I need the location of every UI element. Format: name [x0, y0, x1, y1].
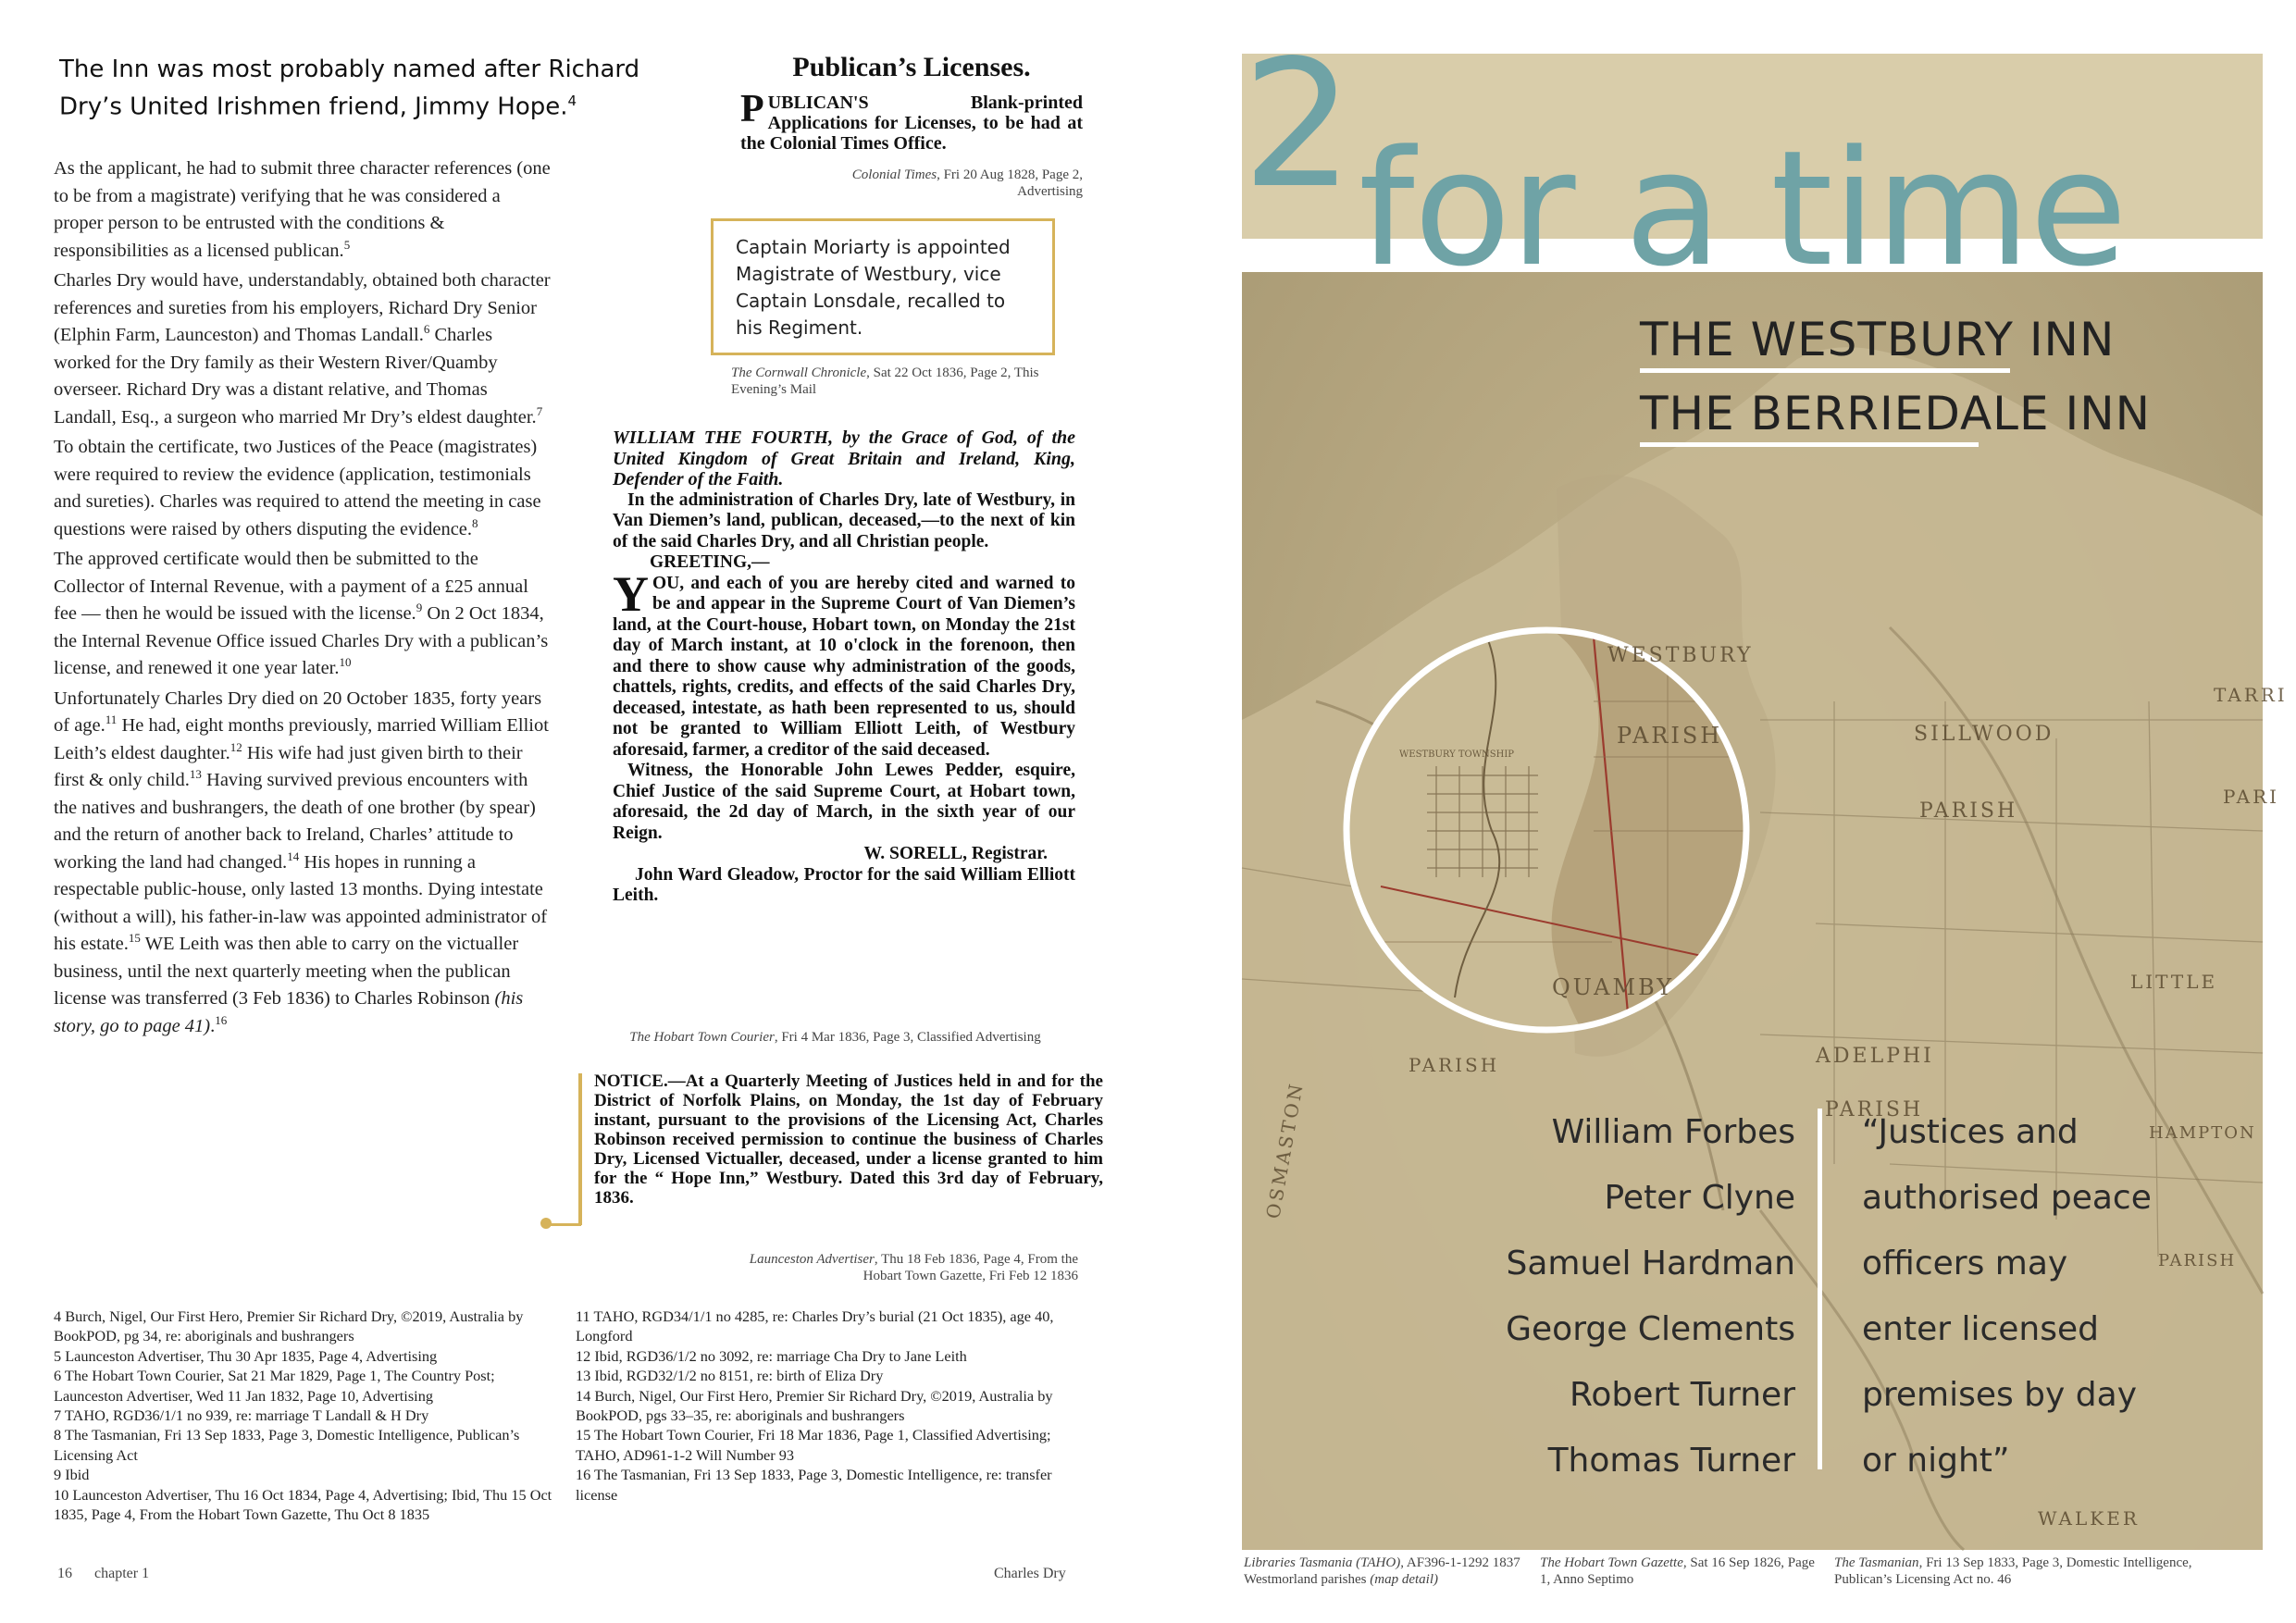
map-label-osmaston: OSMASTON: [1261, 1080, 1308, 1220]
map-label-adelphi: ADELPHI: [1816, 1045, 1934, 1068]
licensee-name: Peter Clyne: [1604, 1179, 1795, 1217]
tasmanian-caption: The Tasmanian, Fri 13 Sep 1833, Page 3, Domestic Intelligence, Publican’s Licensing Act no. 46: [1834, 1555, 2192, 1587]
footnote: 9 Ibid: [54, 1466, 90, 1484]
writ-greeting: GREETING,—: [650, 552, 770, 572]
writ-paragraph-2: YOU, and each of you are hereby cited and warned to be and appear in the Supreme Court of Van Diemen’s land, at the Court-house, Hobart town, on Monday the 21st day of March instant, at 10 o'clock in the forenoon, then and there to show cause why administration of the goods, chattels, rights, credits, and effects of the said Charles Dry, deceased, intestate, as hath been represented to us, should not be granted to William Elliott Leith, of Westbury aforesaid, farmer, a creditor of the said deceased.: [613, 565, 1075, 760]
licensee-name: Robert Turner: [1569, 1376, 1795, 1414]
map-label-parish-right: PARISH: [2158, 1251, 2237, 1270]
map-label-quamby: QUAMBY: [1552, 974, 1675, 1000]
notice-bracket-line: [578, 1073, 582, 1225]
chapter-number: 2: [1242, 22, 1354, 227]
clip-publican-caption: Colonial Times, Fri 20 Aug 1828, Page 2, Advertising: [851, 167, 1083, 199]
footnote: 12 Ibid, RGD36/1/2 no 3092, re: marriage Cha Dry to Jane Leith: [576, 1346, 967, 1365]
quote-line: authorised peace: [1862, 1179, 2152, 1217]
footnotes-left: [54, 1307, 553, 1524]
writ-clipping: [613, 427, 1075, 907]
map-caption: Libraries Tasmania (TAHO), AF396-1-1292 1837 Westmorland parishes (map detail): [1244, 1555, 1520, 1587]
map-label-parish: PARISH: [1617, 723, 1723, 749]
map-label-westbury: WESTBURY: [1607, 644, 1754, 667]
paragraph-5: Unfortunately Charles Dry died on 20 October 1835, forty years of age.$^{11}$ He had, eight months previously, married William Elliot Leith’s eldest daughter.$^{12}$ His wife had just given birth to their first & only child.$^{13}$ Having survived previous encounters with the natives and bushrangers, the death of one brother (by spear) and the return of another back to Ireland, Charles’ attitude to working the land had changed.$^{14}$ His hopes in running a respectable public-house, only lasted 13 months. Dying intestate (without a will), his father-in-law was appointed administrator of his estate.$^{15}$ WE Leith was then able to carry on the victualler business, until the next quarterly meeting when the publican license was transferred (3 Feb 1836) to Charles Robinson (his story, go to page 41).$^{16}$: [54, 688, 549, 1036]
licensee-name: Samuel Hardman: [1506, 1245, 1795, 1282]
licensee-name: William Forbes: [1551, 1113, 1795, 1151]
chapter-title: for a time: [1359, 116, 2127, 302]
map-label-pari: PARI: [2223, 786, 2280, 808]
quote-line: enter licensed: [1862, 1310, 2099, 1348]
magistrate-notice-caption: The Cornwall Chronicle, Sat 22 Oct 1836, Page 2, This Evening’s Mail: [731, 365, 1039, 397]
map-label-hampton: HAMPTON: [2149, 1123, 2256, 1143]
footnote: 5 Launceston Advertiser, Thu 30 Apr 1835, Page 4, Advertising: [54, 1346, 438, 1365]
footnote: 6 The Hobart Town Courier, Sat 21 Mar 1829, Page 1, The Country Post; Launceston Advertiser, Wed 11 Jan 1832, Page 10, Advertising: [54, 1367, 495, 1405]
map-label-walker: WALKER: [2038, 1507, 2140, 1530]
quote-line: officers may: [1862, 1245, 2068, 1282]
inn-underline: [1640, 368, 2010, 373]
writ-signature-proctor: John Ward Gleadow, Proctor for the said William Elliott Leith.: [613, 864, 1075, 905]
writ-paragraph-1: In the administration of Charles Dry, late of Westbury, in Van Diemen’s land, publican, deceased,—to the next of kin of the said Charles Dry, and all Christian people.: [613, 489, 1075, 551]
folio: [57, 1566, 149, 1582]
paragraph-3: To obtain the certificate, two Justices of the Peace (magistrates) were required to review the evidence (application, testimonials and sureties). Charles was required to attend the meeting in case questions were raised by others disputing the evidence.$^8$: [54, 437, 541, 539]
intro-quote: The Inn was most probably named after Richard Dry’s United Irishmen friend, Jimmy Hope.$^4$: [59, 56, 640, 121]
clip-publican-title: Publican’s Licenses.: [792, 52, 1031, 82]
licensing-notice-caption: Launceston Advertiser, Thu 18 Feb 1836, Page 4, From the Hobart Town Gazette, Fri Feb 12 1836: [749, 1252, 1078, 1283]
chapter-label: chapter 1: [94, 1566, 150, 1581]
licensee-name: George Clements: [1506, 1310, 1795, 1348]
body-text: [54, 155, 552, 1043]
licensing-notice-clipping: NOTICE.—At a Quarterly Meeting of Justices held in and for the District of Norfolk Plains, on Monday, the 1st day of February instant, pursuant to the provisions of the Licensing Act, Charles Robinson received permission to continue the business of Charles Dry, Licensed Victualler, deceased, under a license granted to him for the “ Hope Inn,” Westbury. Dated this 3rd day of February, 1836.: [594, 1072, 1103, 1208]
act-quote: [1862, 1099, 2167, 1493]
footnote: 11 TAHO, RGD34/1/1 no 4285, re: Charles Dry’s burial (21 Oct 1835), age 40, Longford: [576, 1307, 1054, 1345]
footnote: 14 Burch, Nigel, Our First Hero, Premier Sir Richard Dry, ©2019, Australia by BookPOD, pgs 33–35, re: aboriginals and bushrangers: [576, 1386, 1053, 1425]
writ-signature-registrar: W. SORELL, Registrar.: [863, 844, 1048, 863]
paragraph-2: Charles Dry would have, understandably, obtained both character references and sureties from his employers, Richard Dry Senior (Elphin Farm, Launceston) and Thomas Landall.$^6$ Charles worked for the Dry family as their Western River/Quamby overseer. Richard Dry was a distant relative, and Thomas Landall, Esq., a surgeon who married Mr Dry’s eldest daughter.$^7$: [54, 270, 551, 427]
notice-bracket-dot: [540, 1218, 552, 1229]
footnote: 13 Ibid, RGD32/1/2 no 8151, re: birth of Eliza Dry: [576, 1367, 884, 1385]
footnote: 8 The Tasmanian, Fri 13 Sep 1833, Page 3, Domestic Intelligence, Publican’s Licensing Act: [54, 1426, 520, 1464]
writ-heading: WILLIAM THE FOURTH, by the Grace of God, of the United Kingdom of Great Britain and Ireland, King, Defender of the Faith.: [613, 427, 1075, 489]
map-label-sillwood-parish: PARISH: [1919, 799, 2018, 823]
licensee-name: Thomas Turner: [1547, 1442, 1795, 1480]
paragraph-1: As the applicant, he had to submit three character references (one to be from a magistrate) verifying that he was considered a proper person to be entrusted with the conditions & responsibilities as a licensed publican.$^5$: [54, 158, 551, 261]
inn-title-berriedale: THE BERRIEDALE INN: [1640, 387, 2152, 440]
magistrate-notice-box: Captain Moriarty is appointed Magistrate of Westbury, vice Captain Lonsdale, recalled to his Regiment.: [711, 218, 1055, 355]
paragraph-4: The approved certificate would then be submitted to the Collector of Internal Revenue, with a payment of a £25 annual fee — then he would be issued with the license.$^9$ On 2 Oct 1834, the Internal Revenue Office issued Charles Dry with a publican’s license, and renewed it one year later.$^{10}$: [54, 549, 549, 678]
footnote: 10 Launceston Advertiser, Thu 16 Oct 1834, Page 4, Advertising; Ibid, Thu 15 Oct 1835, Page 4, From the Hobart Town Gazette, Thu Oct 8 1835: [54, 1485, 552, 1524]
footnote: 7 TAHO, RGD36/1/1 no 939, re: marriage T Landall & H Dry: [54, 1406, 429, 1425]
map-label-sillwood: SILLWOOD: [1914, 723, 2054, 746]
map-label-adelphi-parish: PARISH: [1825, 1098, 1924, 1121]
quote-line: or night”: [1862, 1442, 2010, 1480]
footnote: 16 The Tasmanian, Fri 13 Sep 1833, Page 3, Domestic Intelligence, re: transfer license: [576, 1466, 1052, 1504]
licensee-names: [1481, 1099, 1795, 1493]
footnotes-right: [576, 1307, 1075, 1505]
map-label-little: LITTLE: [2130, 971, 2218, 993]
page-number: 16: [57, 1566, 72, 1581]
names-quote-divider: [1818, 1109, 1822, 1469]
running-head: Charles Dry: [994, 1566, 1066, 1581]
map-label-tarri: TARRI: [2214, 684, 2288, 706]
clip-publican-body: PUBLICAN'S Blank-printed Applications for Licenses, to be had at the Colonial Times Office.: [740, 88, 1083, 154]
footnote: 15 The Hobart Town Courier, Fri 18 Mar 1836, Page 1, Classified Advertising; TAHO, AD961-1-2 Will Number 93: [576, 1426, 1051, 1464]
writ-paragraph-3: Witness, the Honorable John Lewes Pedder, esquire, Chief Justice of the said Supreme Court, at Hobart town, aforesaid, the 2d day of March, in the sixth year of our Reign.: [613, 761, 1075, 843]
inn-title-westbury: THE WESTBURY INN: [1640, 313, 2116, 366]
gazette-caption: The Hobart Town Gazette, Sat 16 Sep 1826, Page 1, Anno Septimo: [1540, 1555, 1815, 1587]
map-label-parish-low: PARISH: [1409, 1054, 1500, 1076]
writ-caption: The Hobart Town Courier, Fri 4 Mar 1836, Page 3, Classified Advertising: [629, 1030, 1041, 1045]
quote-line: premises by day: [1862, 1376, 2137, 1414]
footnote: 4 Burch, Nigel, Our First Hero, Premier Sir Richard Dry, ©2019, Australia by BookPOD, pg 34, re: aboriginals and bushrangers: [54, 1307, 524, 1345]
inn-underline: [1640, 442, 1979, 447]
map-label-township: WESTBURY TOWNSHIP: [1399, 750, 1515, 760]
quote-line: “Justices and: [1862, 1113, 2079, 1151]
